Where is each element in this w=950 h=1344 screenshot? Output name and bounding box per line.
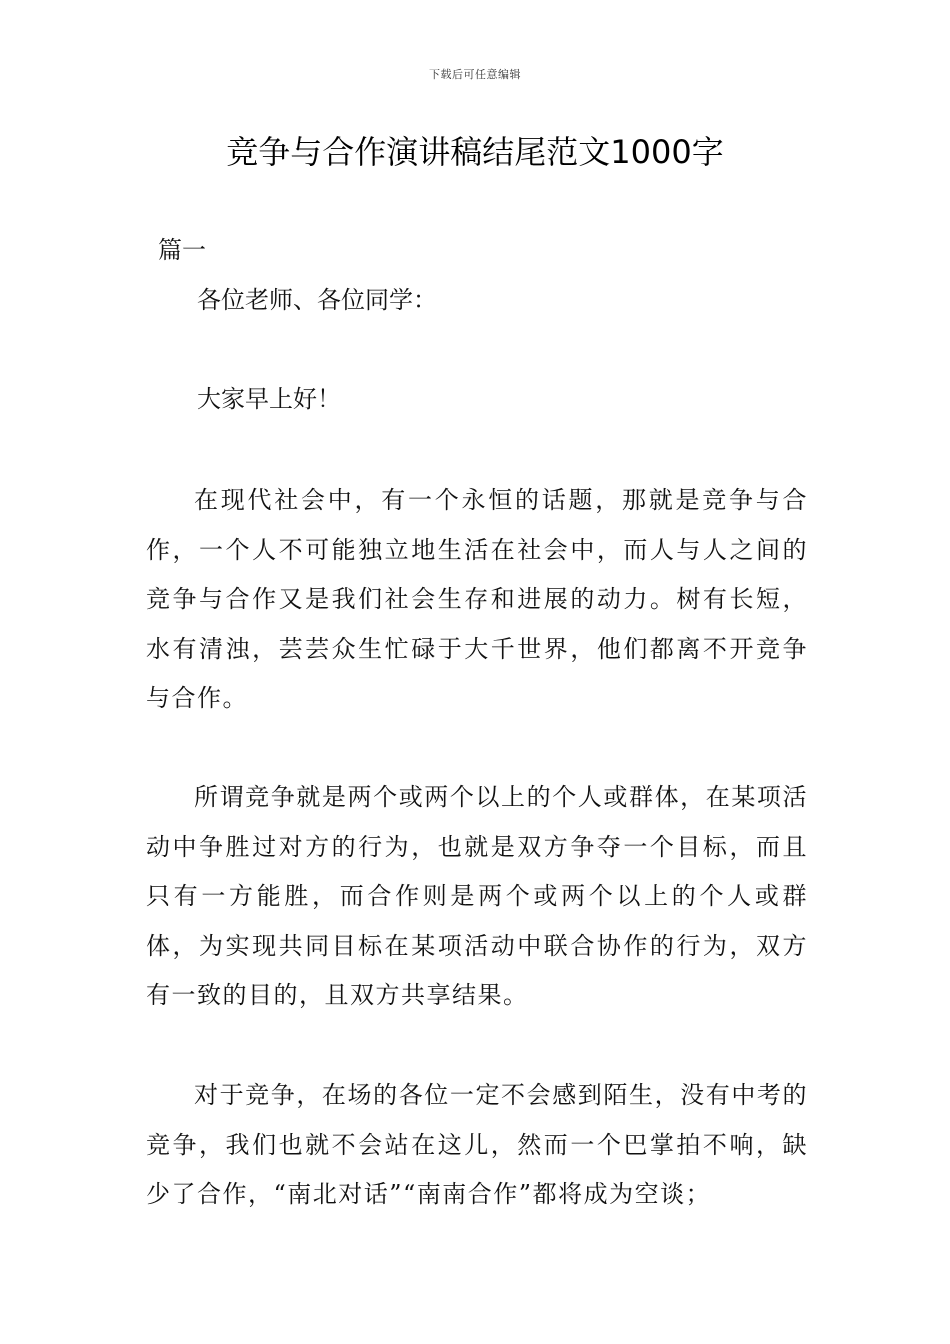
body-paragraph-2: 所谓竞争就是两个或两个以上的个人或群体，在某项活动中争胜过对方的行为，也就是双方争夺一个目标，而且只有一方能胜，而合作则是两个或两个以上的个人或群体，为实现共同目标在某项活动中联合协作的行为，双方有一致的目的，且双方共享结果。 bbox=[146, 783, 808, 1009]
document-title: 竞争与合作演讲稿结尾范文1000字 bbox=[226, 133, 724, 171]
body-paragraph-1: 在现代社会中，有一个永恒的话题，那就是竞争与合作，一个人不可能独立地生活在社会中，而人与人之间的竞争与合作又是我们社会生存和进展的动力。树有长短，水有清浊，芸芸众生忙碌于大千世界，他们都离不开竞争与合作。 bbox=[146, 486, 808, 712]
greeting: 大家早上好！ bbox=[197, 385, 341, 413]
section-label: 篇一 bbox=[158, 236, 206, 264]
body-paragraph-3: 对于竞争，在场的各位一定不会感到陌生，没有中考的竞争，我们也就不会站在这儿，然而一个巴掌拍不响，缺少了合作，“南北对话”“南南合作”都将成为空谈； bbox=[146, 1081, 808, 1208]
header-note: 下载后可任意编辑 bbox=[429, 68, 521, 81]
salutation: 各位老师、各位同学： bbox=[197, 286, 437, 314]
